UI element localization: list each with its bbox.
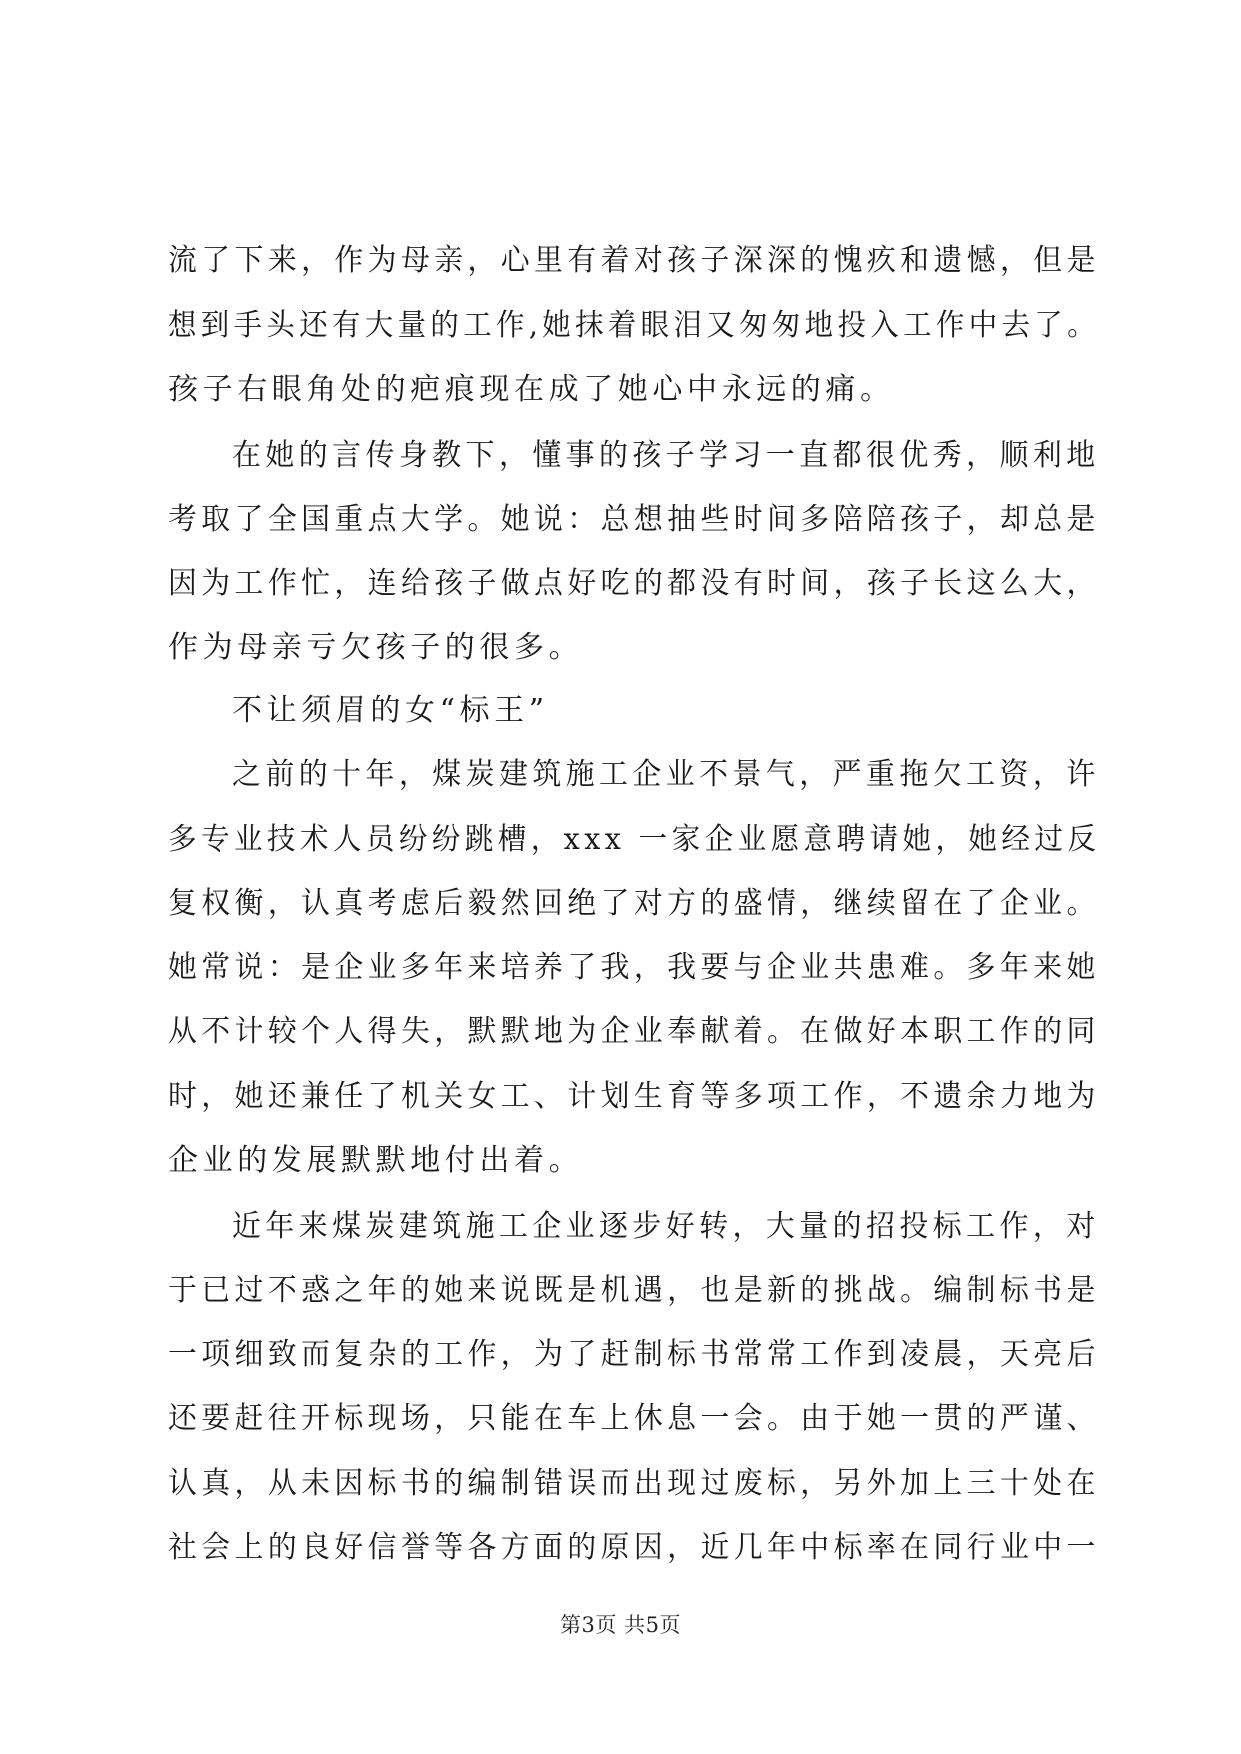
text-line: 一项细致而复杂的工作，为了赶制标书常常工作到凌晨，天亮后: [168, 1337, 1100, 1372]
text-line: 复权衡，认真考虑后毅然回绝了对方的盛情，继续留在了企业。: [168, 886, 1100, 921]
text-line: 之前的十年，煤炭建筑施工企业不景气，严重拖欠工资，许: [232, 757, 1100, 792]
text-line: 孩子右眼角处的疤痕现在成了她心中永远的痛。: [168, 372, 895, 407]
text-line: 她常说：是企业多年来培养了我，我要与企业共患难。多年来她: [168, 950, 1100, 985]
text-line: 多专业技术人员纷纷跳槽，xxx 一家企业愿意聘请她，她经过反: [168, 822, 1101, 857]
text-line: 想到手头还有大量的工作,她抹着眼泪又匆匆地投入工作中去了。: [168, 308, 1100, 343]
text-line: 企业的发展默默地付出着。: [168, 1143, 584, 1178]
text-line: 于已过不惑之年的她来说既是机遇，也是新的挑战。编制标书是: [168, 1273, 1100, 1308]
text-line: 还要赶往开标现场，只能在车上休息一会。由于她一贯的严谨、: [168, 1401, 1100, 1436]
text-line: 作为母亲亏欠孩子的很多。: [168, 630, 584, 665]
text-line: 社会上的良好信誉等各方面的原因，近几年中标率在同行业中一: [168, 1530, 1100, 1565]
text-line: 近年来煤炭建筑施工企业逐步好转，大量的招投标工作，对: [232, 1209, 1100, 1244]
text-line: 从不计较个人得失，默默地为企业奉献着。在做好本职工作的同: [168, 1014, 1100, 1049]
text-line: 因为工作忙，连给孩子做点好吃的都没有时间，孩子长这么大，: [168, 566, 1100, 601]
section-heading: 不让须眉的女“标王”: [232, 693, 549, 728]
text-line: 认真，从未因标书的编制错误而出现过废标，另外加上三十处在: [168, 1466, 1100, 1501]
text-line: 考取了全国重点大学。她说：总想抽些时间多陪陪孩子，却总是: [168, 502, 1100, 537]
page-number-footer: 第3页 共5页: [560, 1613, 681, 1637]
text-line: 时，她还兼任了机关女工、计划生育等多项工作，不遗余力地为: [168, 1079, 1100, 1114]
text-line: 流了下来，作为母亲，心里有着对孩子深深的愧疚和遗憾，但是: [168, 243, 1100, 278]
text-line: 在她的言传身教下，懂事的孩子学习一直都很优秀，顺利地: [232, 438, 1100, 473]
